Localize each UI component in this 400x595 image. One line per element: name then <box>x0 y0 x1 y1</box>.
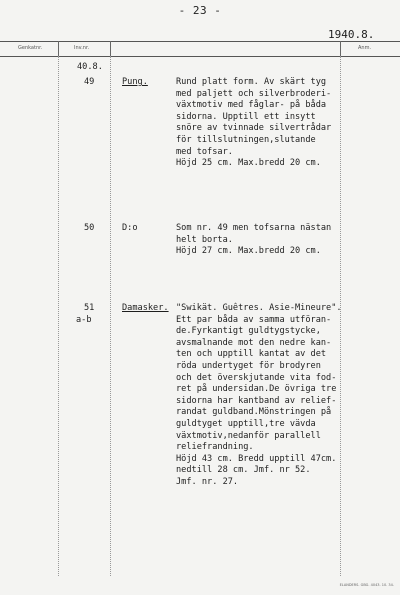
column-header-invnr: Inv.nr. <box>74 45 90 51</box>
entry-name-51: Damasker. <box>122 303 169 313</box>
description-line: sidorna har kantband av relief- <box>176 395 337 406</box>
description-line: med paljett och silverbroderi- <box>176 88 332 99</box>
description-line: Rund platt form. Av skärt tyg <box>176 77 327 87</box>
description-line: snöre av tvinnade silvertrådar <box>176 123 332 134</box>
description-line: växtmotiv,nedanför parallell <box>176 430 321 441</box>
description-line: och det överskjutande vita fod- <box>176 372 337 383</box>
column-rule-2 <box>110 56 111 576</box>
entry-description-51 <box>176 303 342 489</box>
entry-name-49: Pung. <box>122 77 148 87</box>
header-divider-3 <box>340 41 341 56</box>
description-line: sidorna. Upptill ett insytt <box>176 111 316 122</box>
description-line: Höjd 27 cm. Max.bredd 20 cm. <box>176 246 321 257</box>
description-line: Jmf. nr. 27. <box>176 476 239 487</box>
entry-number-51: 51 <box>84 303 95 313</box>
entry-year-prefix: 40.8. <box>77 62 103 72</box>
description-line: reliefrandning. <box>176 442 254 453</box>
description-line: randat guldband.Mönstringen på <box>176 407 332 418</box>
column-header-genkatnr: Genkatnr. <box>18 45 43 51</box>
description-line: "Swikät. Guêtres. Asie-Mineure". <box>176 303 342 313</box>
column-rule-1 <box>58 56 59 576</box>
description-line: Höjd 43 cm. Bredd upptill 47cm. <box>176 453 337 464</box>
document-id: 1940.8. <box>328 28 375 41</box>
page-number: - 23 - <box>178 4 222 17</box>
description-line: ten och upptill kantat av det <box>176 349 327 360</box>
description-line: avsmalnande mot den nedre kan- <box>176 337 332 348</box>
description-line: för tillslutningen,slutande <box>176 134 316 145</box>
entry-subnumber-51: a-b <box>76 315 92 325</box>
description-line: Som nr. 49 men tofsarna nästan <box>176 223 332 233</box>
entry-number-50: 50 <box>84 223 95 233</box>
header-divider-1 <box>58 41 59 56</box>
description-line: med tofsar. <box>176 146 233 157</box>
column-header-anm: Anm. <box>358 45 372 51</box>
description-line: Ett par båda av samma utföran- <box>176 314 332 325</box>
description-line: växtmotiv med fåglar- på båda <box>176 100 327 111</box>
entry-name-50: D:o <box>122 223 138 233</box>
entry-description-49 <box>176 77 331 170</box>
printer-imprint: ELANDERS. GBG. 4043. 10. 34. <box>339 583 394 587</box>
description-line: Höjd 25 cm. Max.bredd 20 cm. <box>176 158 321 169</box>
description-line: röda undertyget för brodyren <box>176 360 321 371</box>
header-divider-2 <box>110 41 111 56</box>
description-line: ret på undersidan.De övriga tre <box>176 384 337 395</box>
description-line: helt borta. <box>176 234 233 245</box>
description-line: de.Fyrkantigt guldtygstycke, <box>176 326 321 337</box>
description-line: guldtyget upptill,tre vävda <box>176 418 316 429</box>
description-line: nedtill 28 cm. Jmf. nr 52. <box>176 465 311 476</box>
entry-description-50 <box>176 223 331 258</box>
entry-number-49: 49 <box>84 77 95 87</box>
